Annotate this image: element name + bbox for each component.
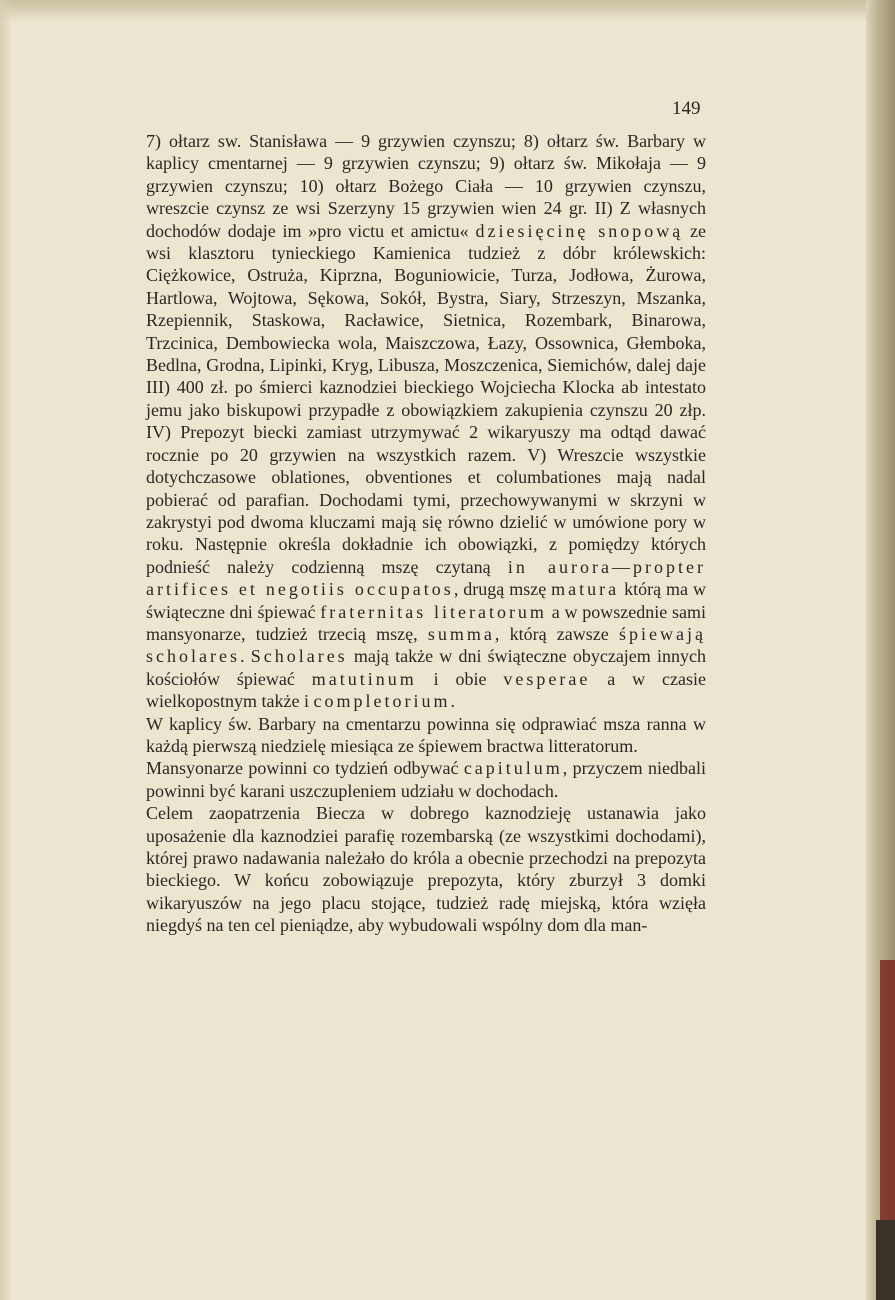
spaced-term: matura (551, 579, 620, 600)
spaced-term: completorium (313, 691, 451, 712)
paragraph-4: Celem zaopatrzenia Biecza w dobrego kaznodzieję ustanawia jako uposażenie dla kaznodziei parafię rozembarską (ze wszystkimi dochodami), której prawo nadawania należało do króla a obecnie przechodzi na prepozyta bieckiego. W końcu zobowiązuje prepozyta, który zburzył 3 domki wikaryuszów na jego placu stojące, tudzież radę miejską, która wzięła niegdyś na ten cel pieniądze, aby wybudowali wspólny dom dla man- (146, 803, 706, 936)
text-run: . (450, 691, 455, 712)
body-text (146, 130, 706, 937)
paragraph-2: W kaplicy św. Barbary na cmentarzu powinna się odprawiać msza ranna w każdą pierwszą niedzielę miesiąca ze śpiewem bractwa litteratorum. (146, 713, 706, 756)
text-run: mają także w dni świąteczne obyczajem innych kościołów śpiewać (146, 646, 707, 689)
text-run: którą ma w świąteczne dni śpiewać (146, 579, 706, 622)
spaced-term: Scholares (250, 646, 348, 667)
text-run: i obie (416, 668, 504, 689)
adjacent-page-edge (866, 0, 895, 1300)
spaced-term: vesperae (503, 668, 591, 689)
page-number: 149 (672, 98, 701, 119)
text-run: , drugą mszę (453, 579, 552, 600)
text-run: a w czasie wielkopostnym także i (146, 668, 707, 712)
text-run: ze wsi klasztoru tynieckiego Kamienica tudzież z dóbr królewskich: Ciężkowice, Ostruża, Kiprzna, Boguniowicie, Turza, Jodłowa, Żurowa, Hartlowa, Wojtowa, Sękowa, Sokół, Bystra, Siary, Strzeszyn, Mszanka, Rzepiennik, Staskowa, Racławice, Sietnica, Rozembark, Binarowa, Trzcinica, Dembowiecka wola, Maiszczowa, Łazy, Ossownica, Głemboka, Bedlna, Grodna, Lipinki, Kryg, Libusza, Moszczenica, Siemichów, dalej daje III) 400 zł. po śmierci kaznodziei bieckiego Wojciecha Klocka ab intestato jemu jako biskupowi przypadłe z obowiązkiem zakupienia czynszu 20 złp. IV) Prepozyt biecki zamiast utrzymywać 2 wikaryuszy ma odtąd dawać rocznie po 20 grzywien na wszystkich razem. V) Wreszcie wszystkie dotychczasowe oblationes, obventiones et columbationes mają nadal pobierać od parafian. Dochodami tymi, przechowywanymi w skrzyni w zakrystyi pod dwoma kluczami mają się równo dzielić w umówione pory w roku. Następnie określa dokładnie ich obowiązki, z pomiędzy których podnieść należy codzienną mszę czytaną (146, 220, 706, 577)
text-run: . (239, 646, 251, 667)
paragraph-3 (146, 757, 706, 802)
text-run: , którą zawsze (494, 623, 620, 644)
page-left-edge (0, 0, 12, 1300)
text-run: a w powszednie sami mansyonarze, tudzież trzecią mszę, (146, 601, 706, 644)
spaced-term: capitulum (463, 758, 563, 779)
dark-corner (876, 1220, 895, 1300)
spaced-term: in aurora—propter artifices et negotiis occupatos (146, 556, 706, 600)
page-top-shadow (0, 0, 895, 22)
spaced-term: matutinum (311, 668, 417, 689)
spaced-term: fraternitas literatorum (320, 601, 547, 622)
text-run: , przyczem niedbali powinni być karani uszczupleniem udziału w dochodach. (146, 758, 706, 801)
spaced-term: dziesięcinę snopową (475, 220, 684, 241)
paragraph-1 (146, 130, 706, 713)
text-run: Mansyonarze powinni co tydzień odbywać (146, 758, 464, 779)
spaced-term: śpiewają scholares (146, 623, 706, 667)
red-marker (880, 960, 895, 1220)
spaced-term: summa (427, 623, 495, 644)
text-run: 7) ołtarz sw. Stanisława — 9 grzywien czynszu; 8) ołtarz św. Barbary w kaplicy cmentarnej — 9 grzywien czynszu; 9) ołtarz św. Mikołaja — 9 grzywien czynszu; 10) ołtarz Bożego Ciała — 10 grzywien czynszu, wreszcie czynsz ze wsi Szerzyny 15 grzywien wien 24 gr. II) Z własnych dochodów dodaje im »pro victu et amictu« (146, 131, 706, 241)
